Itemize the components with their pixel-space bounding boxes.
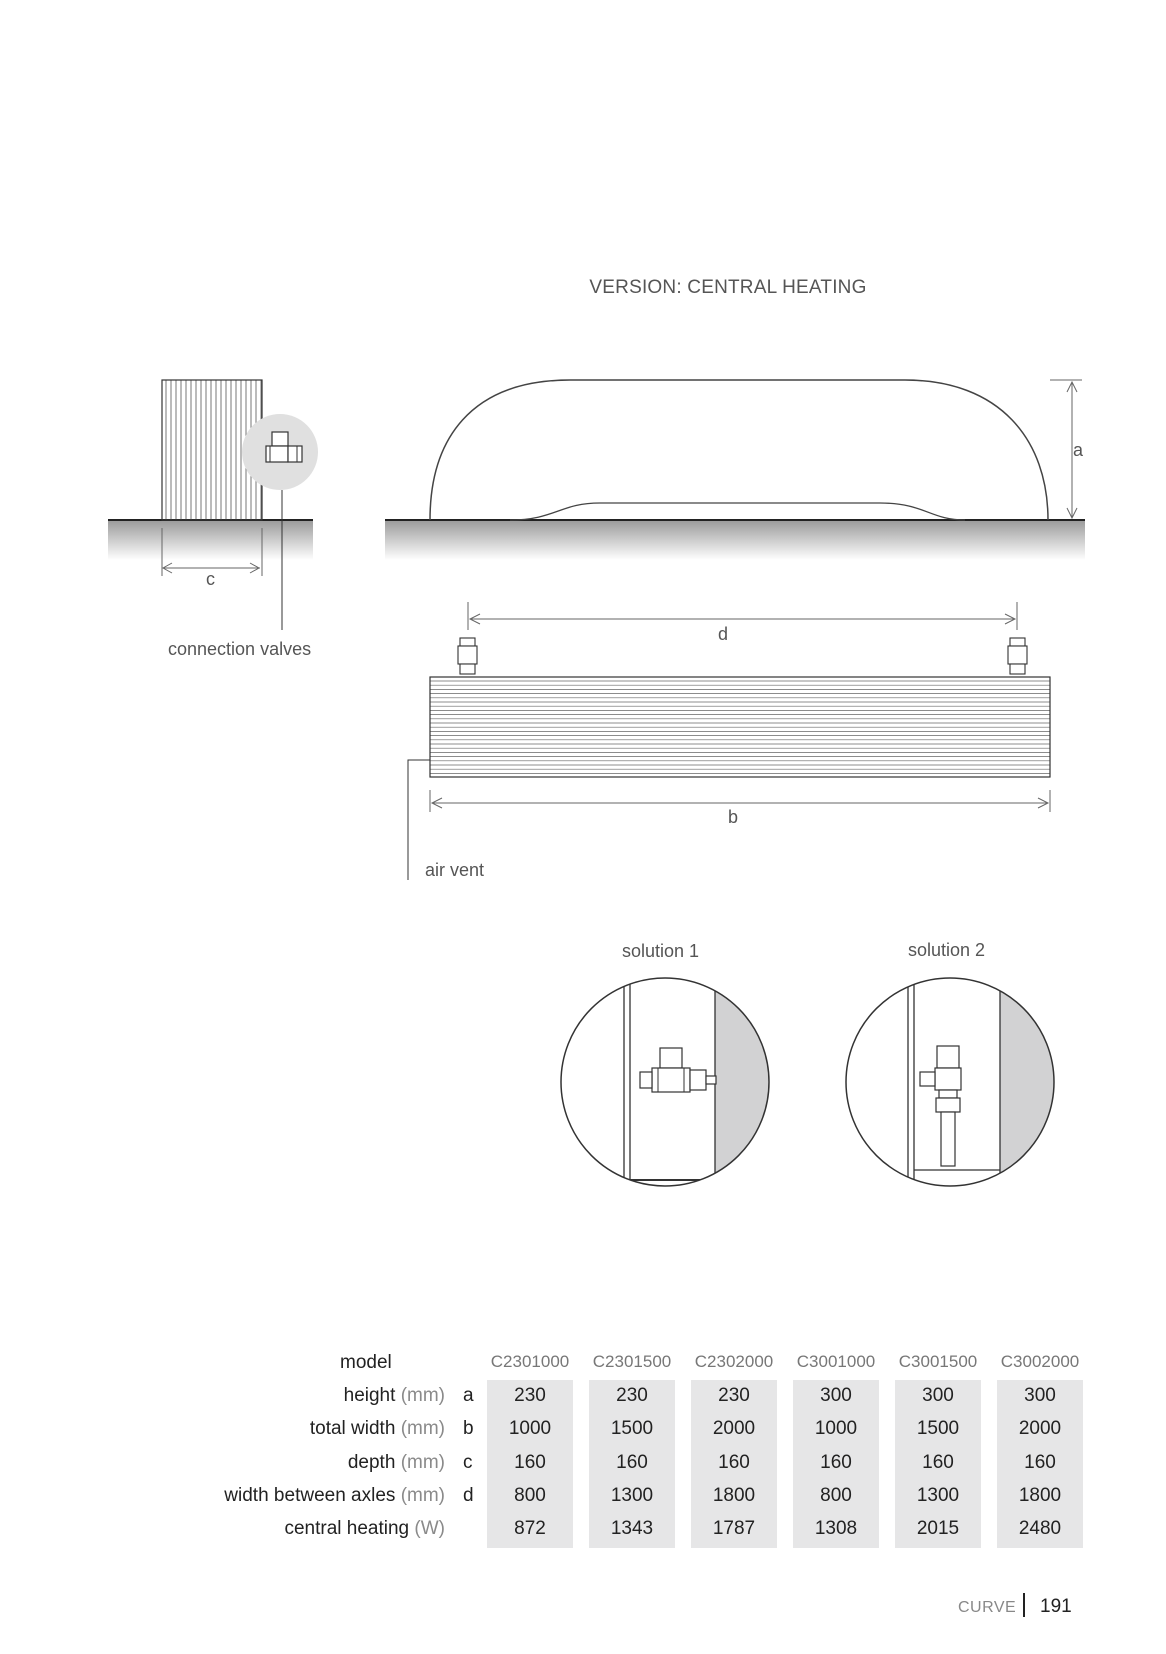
row-label bbox=[224, 1485, 445, 1507]
table-cell: 160 bbox=[922, 1452, 954, 1473]
model-name: C3002000 bbox=[1000, 1352, 1080, 1371]
row-unit: (mm) bbox=[400, 1385, 445, 1406]
table-header-model: model bbox=[340, 1352, 392, 1373]
table-cell: 1000 bbox=[814, 1418, 858, 1439]
table-cell: 230 bbox=[718, 1385, 750, 1406]
row-unit: (mm) bbox=[400, 1418, 445, 1439]
table-cell: 230 bbox=[616, 1385, 648, 1406]
table-cell: 1343 bbox=[610, 1518, 654, 1539]
label-b: b bbox=[728, 807, 739, 827]
model-name: C2301500 bbox=[592, 1352, 672, 1371]
footer-separator bbox=[1023, 1593, 1025, 1617]
row-label-text: depth bbox=[347, 1452, 396, 1473]
plan-radiator-fins bbox=[430, 681, 1050, 773]
label-solution1: solution 1 bbox=[622, 941, 700, 961]
page-number: 191 bbox=[1040, 1596, 1072, 1617]
table-cell: 160 bbox=[616, 1452, 648, 1473]
table-cell: 300 bbox=[922, 1385, 954, 1406]
table-cell: 300 bbox=[1024, 1385, 1056, 1406]
label-air-vent: air vent bbox=[425, 860, 485, 880]
table-cell: 1308 bbox=[814, 1518, 858, 1539]
solution2-detail bbox=[846, 978, 1060, 1198]
table-cell: 230 bbox=[514, 1385, 546, 1406]
row-unit: (mm) bbox=[400, 1452, 445, 1473]
valve-right bbox=[1008, 638, 1027, 674]
label-connection-valves: connection valves bbox=[168, 639, 312, 659]
row-label-text: total width bbox=[309, 1418, 396, 1439]
row-dimension-letter: a bbox=[463, 1385, 474, 1406]
row-label-text: width between axles bbox=[224, 1485, 396, 1506]
table-cell: 2015 bbox=[916, 1518, 960, 1539]
table-cell: 1000 bbox=[508, 1418, 552, 1439]
version-title: VERSION: CENTRAL HEATING bbox=[589, 277, 867, 298]
table-cell: 800 bbox=[514, 1485, 546, 1506]
row-unit: (mm) bbox=[400, 1485, 445, 1506]
table-cell: 800 bbox=[820, 1485, 852, 1506]
row-dimension-letter: b bbox=[463, 1418, 474, 1439]
row-dimension-letter: d bbox=[463, 1485, 474, 1506]
row-label-text: central heating bbox=[284, 1518, 410, 1539]
plan-view bbox=[408, 602, 1050, 880]
table-cell: 160 bbox=[514, 1452, 546, 1473]
table-cell: 2000 bbox=[1018, 1418, 1062, 1439]
table-cell: 160 bbox=[718, 1452, 750, 1473]
side-view bbox=[108, 380, 318, 630]
front-view bbox=[385, 380, 1085, 560]
row-dimension-letter: c bbox=[463, 1452, 473, 1473]
row-unit: (W) bbox=[414, 1518, 445, 1539]
table-cell: 872 bbox=[514, 1518, 546, 1539]
table-cell: 1800 bbox=[1018, 1485, 1062, 1506]
row-label-text: height bbox=[343, 1385, 396, 1406]
table-cell: 1300 bbox=[916, 1485, 960, 1506]
solution1-detail bbox=[561, 978, 775, 1198]
model-name: C3001000 bbox=[796, 1352, 876, 1371]
label-solution2: solution 2 bbox=[908, 940, 986, 960]
table-cell: 1300 bbox=[610, 1485, 654, 1506]
table-cell: 160 bbox=[1024, 1452, 1056, 1473]
row-label bbox=[348, 1452, 445, 1474]
model-name: C2301000 bbox=[490, 1352, 570, 1371]
table-cell: 2480 bbox=[1018, 1518, 1062, 1539]
table-cell: 2000 bbox=[712, 1418, 756, 1439]
model-name: C3001500 bbox=[898, 1352, 978, 1371]
label-c: c bbox=[206, 569, 215, 589]
table-cell: 1500 bbox=[610, 1418, 654, 1439]
label-a: a bbox=[1073, 440, 1084, 460]
row-label bbox=[284, 1518, 445, 1540]
table-cell: 160 bbox=[820, 1452, 852, 1473]
table-cell: 1800 bbox=[712, 1485, 756, 1506]
valve-left bbox=[458, 638, 477, 674]
footer-brand: CURVE bbox=[958, 1599, 1017, 1616]
table-cell: 1787 bbox=[712, 1518, 756, 1539]
row-label bbox=[310, 1418, 445, 1440]
table-cell: 300 bbox=[820, 1385, 852, 1406]
row-label bbox=[344, 1385, 445, 1407]
model-name: C2302000 bbox=[694, 1352, 774, 1371]
label-d: d bbox=[718, 624, 729, 644]
table-cell: 1500 bbox=[916, 1418, 960, 1439]
